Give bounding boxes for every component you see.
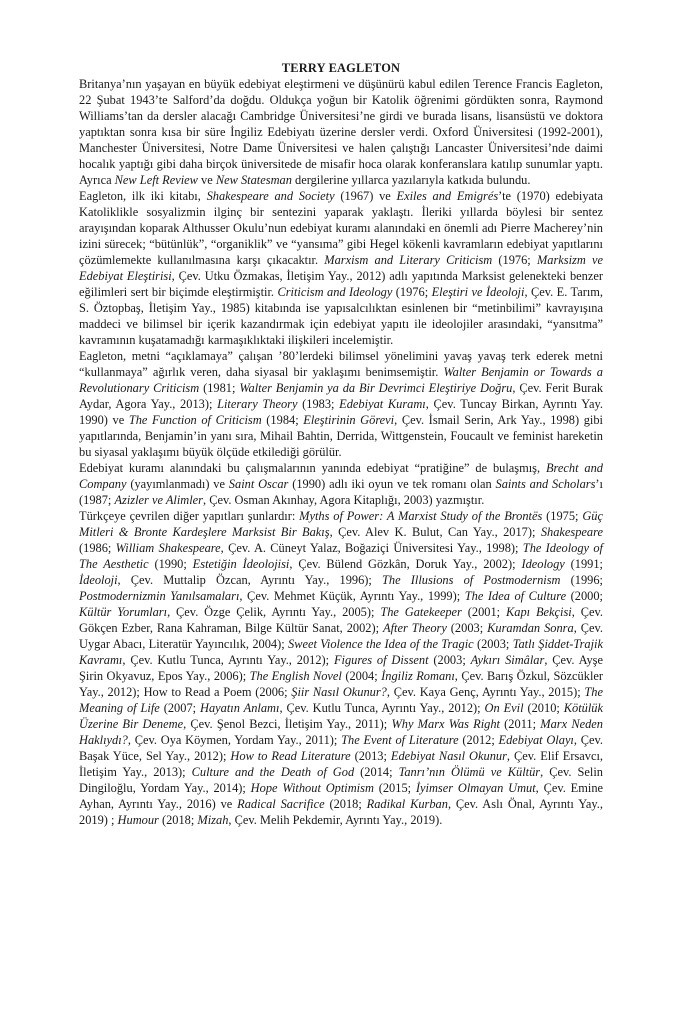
italic-title-run: The Event of Literature bbox=[341, 733, 459, 747]
text-run: (1975; bbox=[542, 509, 583, 523]
italic-title-run: Shakespeare bbox=[540, 525, 603, 539]
italic-title-run: Walter Benjamin or Towards a Revolutionary Criticism bbox=[79, 365, 604, 395]
text-run: (1990) adlı iki oyun ve tek romanı olan bbox=[288, 477, 496, 491]
text-run: , Çev. Kutlu Tunca, Ayrıntı Yay., 2012); bbox=[279, 701, 485, 715]
text-run: (2003; bbox=[446, 621, 488, 635]
italic-title-run: Saints and Scholars bbox=[495, 477, 596, 491]
paragraph-translated-works bbox=[79, 508, 603, 828]
italic-title-run: Brecht and Company bbox=[79, 461, 603, 491]
italic-title-run: Culture and the Death of God bbox=[191, 765, 355, 779]
italic-title-run: Tanrı’nın Ölümü ve Kültür bbox=[398, 765, 541, 779]
italic-title-run: Humour bbox=[117, 813, 159, 827]
text-run: (1976; bbox=[492, 253, 537, 267]
italic-title-run: Eleştirinin Görevi bbox=[303, 413, 395, 427]
italic-title-run: The Illusions of Postmodernism bbox=[382, 573, 561, 587]
italic-title-run: After Theory bbox=[383, 621, 447, 635]
text-run: , Çev. Kaya Genç, Ayrıntı Yay., 2015); bbox=[386, 685, 585, 699]
text-run: (1976; bbox=[392, 285, 432, 299]
text-run: , Çev. Aslı Önal, Ayrıntı Yay., 2019) ; bbox=[79, 797, 604, 827]
italic-title-run: Edebiyat Olayı bbox=[498, 733, 574, 747]
text-run: , Çev. Barış Özkul, Sözcükler Yay., 2012); How to Read a Poem (2006; bbox=[79, 669, 604, 699]
text-run: (2013; bbox=[350, 749, 391, 763]
italic-title-run: New Left Review bbox=[114, 173, 198, 187]
italic-title-run: The Ideology of The Aesthetic bbox=[79, 541, 603, 571]
italic-title-run: Figures of Dissent bbox=[333, 653, 429, 667]
text-run: Eagleton, metni “açıklamaya” çalışan ’80’lerdeki bilimsel yönelimini yavaş yavaş terk ederek metni “kullanmaya” ağırlık veren, daha siyasal bir yaklaşımı benimsemiştir. bbox=[79, 349, 603, 379]
text-run: , Çev. Bülend Gözkân, Doruk Yay., 2002); bbox=[289, 557, 522, 571]
text-run: Eagleton, ilk iki kitabı, bbox=[79, 189, 207, 203]
italic-title-run: The Gatekeeper bbox=[380, 605, 462, 619]
text-run: , Çev. Şenol Bezci, İletişim Yay., 2011); bbox=[183, 717, 392, 731]
italic-title-run: Saint Oscar bbox=[228, 477, 289, 491]
text-run: (1991; bbox=[564, 557, 603, 571]
italic-title-run: Literary Theory bbox=[217, 397, 298, 411]
text-run: , Çev. Alev K. Bulut, Can Yay., 2017); bbox=[329, 525, 541, 539]
text-run: , Çev. Kutlu Tunca, Ayrıntı Yay., 2012); bbox=[122, 653, 334, 667]
italic-title-run: Azizler ve Alimler bbox=[114, 493, 204, 507]
italic-title-run: İngiliz Romanı bbox=[381, 669, 455, 683]
italic-title-run: Marx Neden Haklıydı? bbox=[79, 717, 603, 747]
text-run: (2000; bbox=[566, 589, 603, 603]
italic-title-run: Postmodernizmin Yanılsamaları bbox=[79, 589, 240, 603]
italic-title-run: Şiir Nasıl Okunur? bbox=[291, 685, 387, 699]
italic-title-run: Criticism and Ideology bbox=[277, 285, 393, 299]
document-body bbox=[79, 76, 603, 828]
text-run: , Çev. Muttalip Özcan, Ayrıntı Yay., 1996); bbox=[117, 573, 383, 587]
text-run: (2018; bbox=[324, 797, 367, 811]
italic-title-run: William Shakespeare bbox=[115, 541, 221, 555]
italic-title-run: Kültür Yorumları bbox=[79, 605, 168, 619]
text-run: , Çev. Selin Dingiloğlu, Yordam Yay., 2014); bbox=[79, 765, 603, 795]
italic-title-run: İdeoloji bbox=[79, 573, 118, 587]
italic-title-run: Myths of Power: A Marxist Study of the Brontës bbox=[299, 509, 543, 523]
text-run: (2001; bbox=[461, 605, 506, 619]
text-run: (1967) ve bbox=[334, 189, 397, 203]
text-run: , Çev. Ferit Burak Aydar, Agora Yay., 2013); bbox=[79, 381, 604, 411]
text-run: , Çev. Mehmet Küçük, Ayrıntı Yay., 1999); bbox=[239, 589, 465, 603]
italic-title-run: Aykırı Simâlar bbox=[470, 653, 545, 667]
text-run: , Çev. Emine Ayhan, Ayrıntı Yay., 2016) ve bbox=[79, 781, 604, 811]
paragraph-early-works bbox=[79, 188, 603, 348]
italic-title-run: New Statesman bbox=[215, 173, 292, 187]
text-run: ’te (1970) edebiyata Katoliklikle sosyalizmin ilginç bir sentezini yaparak yaklaştı. İleriki yıllarda böylesi bir sentez arayışından koparak Althusser Okulu’nun edebiyat kuramı alanındaki en önemli adı Pierre Macherey’nin izini sürecek; “bütünlük”, “organiklik” ve “yansıma” gibi Hegel kökenli kavramların edebiyat yapıtlarını çözümlemekte kullanılmasına karşı çıkacaktır. bbox=[79, 189, 603, 267]
text-run: (1990; bbox=[148, 557, 193, 571]
text-run: (1984; bbox=[261, 413, 304, 427]
italic-title-run: Kuramdan Sonra bbox=[487, 621, 574, 635]
text-run: (2004; bbox=[341, 669, 382, 683]
italic-title-run: Edebiyat Kuramı bbox=[339, 397, 426, 411]
text-run: , Çev. Elif Ersavcı, İletişim Yay., 2013); bbox=[79, 749, 604, 779]
italic-title-run: İyimser Olmayan Umut bbox=[415, 781, 536, 795]
text-run: , Çev. Utku Özmakas, İletişim Yay., 2012) adlı yapıtında Marksist gelenekteki benzer eğilimleri sert bir biçimde eleştirmiştir. bbox=[79, 269, 603, 299]
italic-title-run: Tatlı Şiddet-Trajik Kavramı bbox=[79, 637, 604, 667]
italic-title-run: Estetiğin İdeolojisi bbox=[192, 557, 290, 571]
italic-title-run: Exiles and Emigrés bbox=[396, 189, 499, 203]
italic-title-run: Walter Benjamin ya da Bir Devrimci Eleştiriye Doğru bbox=[239, 381, 513, 395]
italic-title-run: The Idea of Culture bbox=[464, 589, 567, 603]
italic-title-run: The Function of Criticism bbox=[128, 413, 262, 427]
text-run: (2018; bbox=[158, 813, 198, 827]
text-run: (2012; bbox=[458, 733, 499, 747]
text-run: , Çev. E. Tarım, S. Öztopbaş, İletişim Yay., 1985) kitabında ise yapısalcılıktan esinlenen bir “metinbilimi” kavrayışına maddeci ve bilimsel bir içerik kazandırmak için edebiyat yapıtı ile ideolojiler arasındaki, “yansıtma” kavramının kuşatamadığı karmaşıklıktaki ilişkileri incelemiştir. bbox=[79, 285, 604, 347]
text-run: (2010; bbox=[523, 701, 564, 715]
italic-title-run: Güç Mitleri & Bronte Kardeşlere Marksist Bir Bakış bbox=[79, 509, 604, 539]
text-run: (1983; bbox=[297, 397, 340, 411]
italic-title-run: Kötülük Üzerine Bir Deneme bbox=[79, 701, 604, 731]
italic-title-run: Eleştiri ve İdeoloji bbox=[431, 285, 525, 299]
text-run: , Çev. Osman Akınhay, Agora Kitaplığı, 2003) yazmıştır. bbox=[203, 493, 485, 507]
text-run: ’ı (1987; bbox=[79, 477, 603, 507]
text-run: , Çev. A. Cüneyt Yalaz, Boğaziçi Üniversitesi Yay., 1998); bbox=[220, 541, 523, 555]
text-run: , Çev. Tuncay Birkan, Ayrıntı Yay. 1990) ve bbox=[79, 397, 603, 427]
page-title: TERRY EAGLETON bbox=[281, 61, 401, 75]
italic-title-run: The English Novel bbox=[249, 669, 342, 683]
italic-title-run: Radikal Kurban bbox=[366, 797, 448, 811]
italic-title-run: On Evil bbox=[484, 701, 524, 715]
paragraph-political-turn bbox=[79, 348, 603, 460]
text-run: (2011; bbox=[499, 717, 541, 731]
text-run: , Çev. Melih Pekdemir, Ayrıntı Yay., 2019). bbox=[228, 813, 443, 827]
text-run: (2003; bbox=[428, 653, 471, 667]
italic-title-run: Marxism and Literary Criticism bbox=[324, 253, 493, 267]
text-run: dergilerine yıllarca yazılarıyla katkıda bulundu. bbox=[291, 173, 531, 187]
text-run: Britanya’nın yaşayan en büyük edebiyat eleştirmeni ve düşünürü kabul edilen Terence Francis Eagleton, 22 Şubat 1943’te Salford’da doğdu. Oldukça yoğun bir Katolik öğrenimi gördükten sonra, Raymond Williams’tan da dersler alacağı Cambridge Üniversitesi’ne girdi ve burada lisans, lisansüstü ve doktora yaptıktan sonra kısa bir süre İngiliz Edebiyatı üzerine dersler verdi. Oxford Üniversitesi (1992-2001), Manchester Üniversitesi, Notre Dame Üniversitesi ve halen çalıştığı Lancaster Üniversitesi’nde daimi hocalık yaptığı gibi daha birçok üniversitede de misafir hoca olarak konferanslara katılıp sunumlar yaptı. Ayrıca bbox=[79, 77, 603, 187]
italic-title-run: Why Marx Was Right bbox=[391, 717, 500, 731]
text-run: Edebiyat kuramı alanındaki bu çalışmalarının yanında edebiyat “pratiğine” de bulaşmış, bbox=[79, 461, 546, 475]
paragraph-biography bbox=[79, 76, 603, 188]
italic-title-run: Shakespeare and Society bbox=[206, 189, 335, 203]
text-run: , Çev. Gökçen Ezber, Rana Kahraman, Bilge Kültür Sanat, 2002); bbox=[79, 605, 603, 635]
text-run: , Çev. Başak Yüce, Sel Yay., 2012); bbox=[79, 733, 604, 763]
text-run: (yayımlanmadı) ve bbox=[126, 477, 229, 491]
italic-title-run: Hope Without Optimism bbox=[250, 781, 374, 795]
text-run: (2015; bbox=[373, 781, 416, 795]
text-run: (1986; bbox=[79, 541, 116, 555]
italic-title-run: How to Read Literature bbox=[230, 749, 351, 763]
text-run: (2014; bbox=[354, 765, 399, 779]
text-run: ve bbox=[197, 173, 216, 187]
text-run: (1981; bbox=[199, 381, 240, 395]
text-run: , Çev. Ayşe Şirin Okyavuz, Epos Yay., 2006); bbox=[79, 653, 604, 683]
text-run: (2007; bbox=[159, 701, 201, 715]
italic-title-run: Sweet Violence the Idea of the Tragic bbox=[288, 637, 474, 651]
text-run: Türkçeye çevrilen diğer yapıtları şunlardır: bbox=[79, 509, 300, 523]
text-run: (2003; bbox=[473, 637, 513, 651]
text-run: , Çev. Uygar Abacı, Literatür Yayıncılık, 2004); bbox=[79, 621, 603, 651]
italic-title-run: Mizah bbox=[197, 813, 229, 827]
text-run: (1996; bbox=[560, 573, 604, 587]
paragraph-literary-practice bbox=[79, 460, 603, 508]
italic-title-run: Marksizm ve Edebiyat Eleştirisi bbox=[79, 253, 603, 283]
italic-title-run: Kapı Bekçisi bbox=[506, 605, 572, 619]
italic-title-run: Ideology bbox=[521, 557, 565, 571]
italic-title-run: Radical Sacrifice bbox=[237, 797, 325, 811]
text-run: , Çev. Oya Köymen, Yordam Yay., 2011); bbox=[127, 733, 342, 747]
text-run: , Çev. Özge Çelik, Ayrıntı Yay., 2005); bbox=[167, 605, 381, 619]
italic-title-run: Hayatın Anlamı bbox=[200, 701, 280, 715]
italic-title-run: The Meaning of Life bbox=[79, 685, 603, 715]
text-run: , Çev. İsmail Serin, Ark Yay., 1998) gibi yapıtlarında, Benjamin’in yanı sıra, Mihail Bahtin, Derrida, Wittgenstein, Foucault ve feminist hareketin bu siyasal yaklaşımı büyük ölçüde etkilediği görülür. bbox=[79, 413, 604, 459]
italic-title-run: Edebiyat Nasıl Okunur bbox=[390, 749, 507, 763]
